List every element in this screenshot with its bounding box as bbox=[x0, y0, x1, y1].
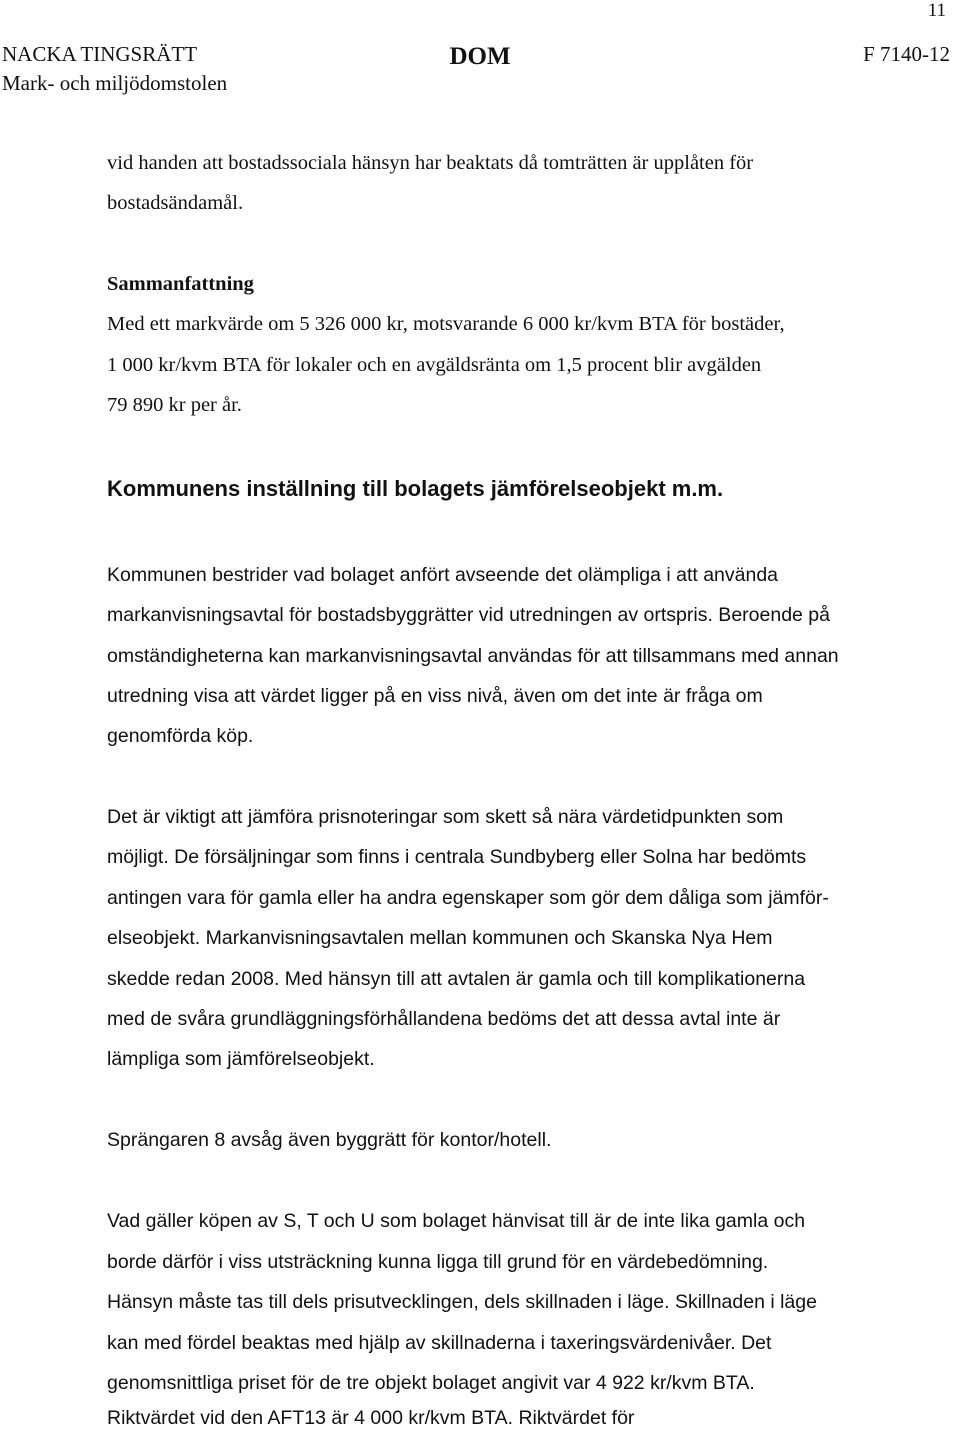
text-line: möjligt. De försäljningar som finns i centrala Sundbyberg eller Solna har bedömts bbox=[107, 846, 807, 868]
text-line: Det är viktigt att jämföra prisnoteringar som skett så nära värdetidpunkten som bbox=[107, 806, 784, 828]
text-line: lämpliga som jämförelseobjekt. bbox=[107, 1048, 375, 1070]
text-line: borde därför i viss utsträckning kunna ligga till grund för en värdebedömning. bbox=[107, 1251, 769, 1273]
section-heading: Sammanfattning bbox=[107, 273, 254, 295]
text-line: Sprängaren 8 avsåg även byggrätt för kontor/hotell. bbox=[107, 1129, 552, 1151]
text-line: vid handen att bostadssociala hänsyn har beaktats då tomträtten är upplåten för bbox=[107, 152, 754, 174]
case-number: F 7140-12 bbox=[863, 42, 950, 66]
court-name: NACKA TINGSRÄTT bbox=[2, 42, 198, 66]
text-line: 79 890 kr per år. bbox=[107, 394, 242, 416]
text-line: elseobjekt. Markanvisningsavtalen mellan kommunen och Skanska Nya Hem bbox=[107, 927, 773, 949]
court-division: Mark- och miljödomstolen bbox=[2, 71, 228, 95]
text-line: genomförda köp. bbox=[107, 725, 254, 747]
text-line: utredning visa att värdet ligger på en viss nivå, även om det inte är fråga om bbox=[107, 685, 763, 707]
text-line: Riktvärdet vid den AFT13 är 4 000 kr/kvm BTA. Riktvärdet för bbox=[107, 1407, 635, 1429]
text-line: 1 000 kr/kvm BTA för lokaler och en avgäldsränta om 1,5 procent blir avgälden bbox=[107, 354, 762, 376]
text-line: kan med fördel beaktas med hjälp av skillnaderna i taxeringsvärdenivåer. Det bbox=[107, 1332, 772, 1354]
text-line: Med ett markvärde om 5 326 000 kr, motsvarande 6 000 kr/kvm BTA för bostäder, bbox=[107, 313, 785, 335]
text-line: markanvisningsavtal för bostadsbyggrätter vid utredningen av ortspris. Beroende på bbox=[107, 604, 830, 626]
text-line: Vad gäller köpen av S, T och U som bolaget hänvisat till är de inte lika gamla och bbox=[107, 1210, 806, 1232]
text-line: skedde redan 2008. Med hänsyn till att avtalen är gamla och till komplikationerna bbox=[107, 968, 806, 990]
page-number: 11 bbox=[927, 0, 946, 21]
section-heading: Kommunens inställning till bolagets jämförelseobjekt m.m. bbox=[107, 476, 724, 501]
text-line: omständigheterna kan markanvisningsavtal användas för att tillsammans med annan bbox=[107, 645, 839, 667]
text-line: med de svåra grundläggningsförhållandena bedöms det att dessa avtal inte är bbox=[107, 1008, 781, 1030]
text-line: bostadsändamål. bbox=[107, 192, 244, 214]
text-line: Kommunen bestrider vad bolaget anfört avseende det olämpliga i att använda bbox=[107, 564, 779, 586]
document-type: DOM bbox=[449, 43, 511, 70]
text-line: Hänsyn måste tas till dels prisutvecklingen, dels skillnaden i läge. Skillnaden i läge bbox=[107, 1291, 817, 1313]
text-line: genomsnittliga priset för de tre objekt bolaget angivit var 4 922 kr/kvm BTA. bbox=[107, 1372, 755, 1394]
text-line: antingen vara för gamla eller ha andra egenskaper som gör dem dåliga som jämför- bbox=[107, 887, 829, 909]
